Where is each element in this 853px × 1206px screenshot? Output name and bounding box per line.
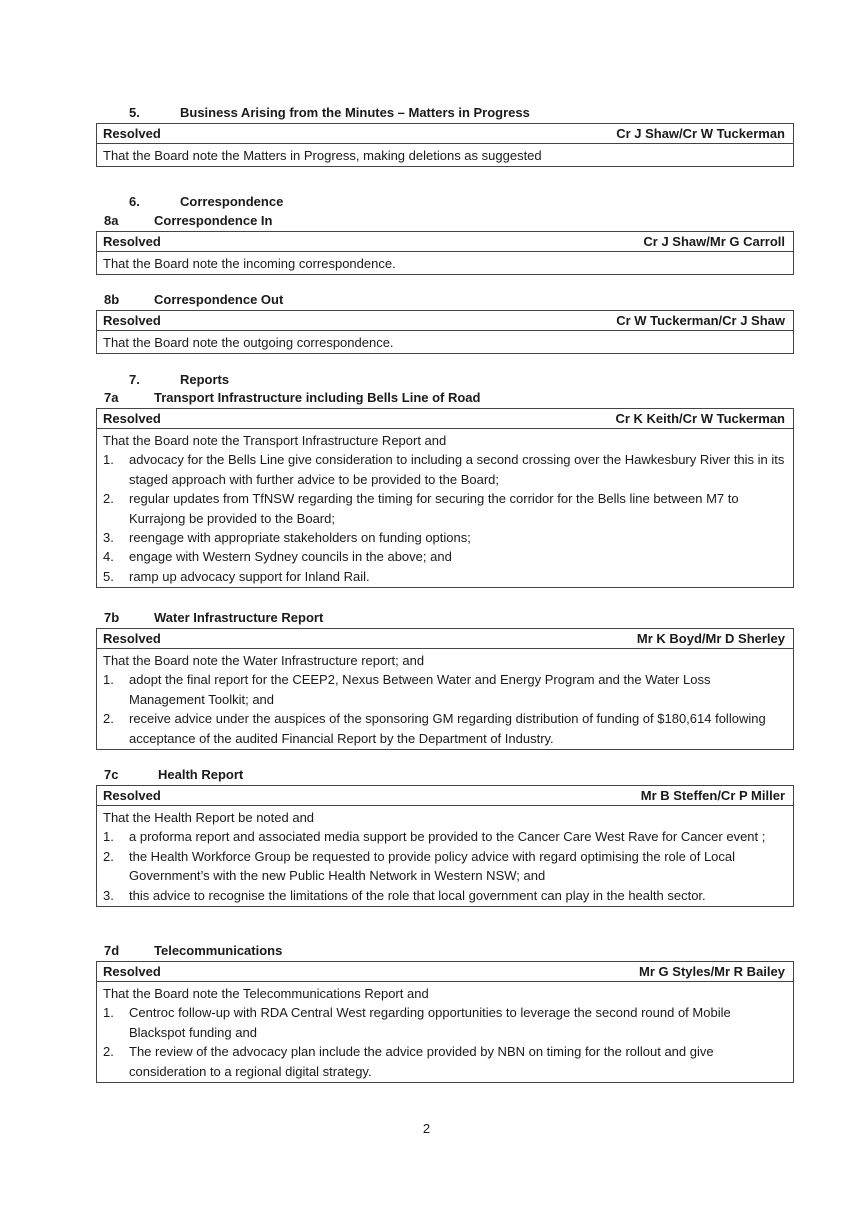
- movers: Cr J Shaw/Cr W Tuckerman: [616, 126, 785, 141]
- resolved-label: Resolved: [103, 631, 161, 646]
- section-title: Correspondence: [180, 194, 284, 209]
- resolution-intro: That the Board note the Water Infrastructure report; and: [103, 653, 425, 668]
- movers: Cr W Tuckerman/Cr J Shaw: [616, 313, 785, 328]
- item-text: reengage with appropriate stakeholders on funding options;: [129, 530, 471, 546]
- section-title: Transport Infrastructure including Bells Line of Road: [154, 390, 481, 405]
- item-text: regular updates from TfNSW regarding the timing for securing the corridor for the Bells line between M7 to Kurrajong be provided to the Board;: [129, 491, 739, 526]
- resolution-box-8a: [96, 231, 794, 275]
- page-number: 2: [422, 1121, 431, 1136]
- section-number: 7a: [104, 390, 119, 405]
- resolved-label: Resolved: [103, 313, 161, 328]
- list-item: [103, 450, 787, 489]
- resolution-text: That the Board note the incoming correspondence.: [103, 256, 396, 271]
- item-number: 1.: [103, 672, 114, 688]
- section-number: 7d: [104, 943, 120, 958]
- resolution-header: [97, 786, 793, 806]
- movers: Mr K Boyd/Mr D Sherley: [636, 631, 785, 646]
- list-item: [103, 528, 787, 547]
- resolution-text: That the Board note the outgoing correspondence.: [103, 335, 394, 350]
- section-title: Reports: [180, 372, 230, 387]
- section-number: 7b: [104, 610, 120, 625]
- section-title: Telecommunications: [154, 943, 283, 958]
- item-text: The review of the advocacy plan include the advice provided by NBN on timing for the rollout and give consideration to a regional digital strategy.: [129, 1044, 714, 1079]
- item-text: engage with Western Sydney councils in the above; and: [129, 549, 452, 565]
- list-item: [103, 489, 787, 528]
- section-5-heading: [129, 105, 530, 120]
- movers: Mr G Styles/Mr R Bailey: [639, 964, 785, 979]
- item-number: 1.: [103, 1005, 114, 1021]
- list-item: [103, 1042, 787, 1081]
- movers: Mr B Steffen/Cr P Miller: [640, 788, 785, 803]
- item-number: 2.: [103, 1044, 114, 1060]
- list-item: [103, 567, 787, 586]
- list-item: [103, 547, 787, 566]
- item-text: a proforma report and associated media support be provided to the Cancer Care West Rave for Cancer event ;: [129, 829, 766, 845]
- section-title: Water Infrastructure Report: [154, 610, 324, 625]
- section-7c-heading: [104, 767, 244, 782]
- resolution-body: [97, 144, 793, 166]
- section-number: 6.: [129, 194, 140, 209]
- item-number: 2.: [103, 711, 114, 727]
- resolution-box-7d: [96, 961, 794, 1083]
- section-7b-heading: [104, 610, 324, 625]
- item-text: the Health Workforce Group be requested to provide policy advice with regard optimising the role of Local Government’s with the new Public Health Network in Western NSW; and: [129, 848, 736, 884]
- item-number: 2.: [103, 491, 114, 507]
- section-8b-heading: [104, 292, 284, 307]
- resolution-box-7b: [96, 628, 794, 750]
- item-number: 5.: [103, 568, 114, 584]
- item-text: adopt the final report for the CEEP2, Nexus Between Water and Energy Program and the Water Loss Management Toolkit; and: [129, 672, 711, 707]
- item-number: 3.: [103, 887, 114, 903]
- item-text: Centroc follow-up with RDA Central West regarding opportunities to leverage the second round of Mobile Blackspot funding and: [129, 1005, 731, 1040]
- resolution-intro: That the Health Report be noted and: [103, 810, 315, 825]
- resolution-box-7c: [96, 785, 794, 907]
- movers: Cr K Keith/Cr W Tuckerman: [615, 411, 785, 426]
- resolution-header: [97, 232, 793, 252]
- resolution-box-5: [96, 123, 794, 167]
- item-text: receive advice under the auspices of the sponsoring GM regarding distribution of funding of $180,614 following acceptance of the audited Financial Report by the Department of Industry.: [129, 711, 766, 746]
- item-text: this advice to recognise the limitations of the role that local government can play in the health sector.: [129, 887, 706, 903]
- section-title: Business Arising from the Minutes – Matters in Progress: [180, 105, 530, 120]
- list-item: [103, 886, 787, 905]
- section-title: Correspondence Out: [154, 292, 284, 307]
- resolution-header: [97, 124, 793, 144]
- section-number: 5.: [129, 105, 140, 120]
- resolved-label: Resolved: [103, 964, 161, 979]
- item-text: advocacy for the Bells Line give consideration to including a second crossing over the Hawkesbury River this in its staged approach with further advice to be provided to the Board;: [129, 452, 785, 487]
- item-text: ramp up advocacy support for Inland Rail.: [129, 568, 370, 584]
- resolution-intro: That the Board note the Transport Infrastructure Report and: [103, 433, 447, 448]
- resolution-header: [97, 311, 793, 331]
- section-number: 7c: [104, 767, 119, 782]
- resolved-label: Resolved: [103, 126, 161, 141]
- section-6-heading: [129, 194, 284, 209]
- section-number: 8a: [104, 213, 119, 228]
- resolution-header: [97, 629, 793, 649]
- movers: Cr J Shaw/Mr G Carroll: [643, 234, 785, 249]
- resolution-body: [97, 806, 793, 906]
- list-item: [103, 709, 787, 748]
- resolution-body: [97, 252, 793, 274]
- list-item: [103, 847, 787, 886]
- section-7-heading: [129, 372, 230, 387]
- section-7a-heading: [104, 390, 481, 405]
- resolution-header: [97, 409, 793, 429]
- resolved-label: Resolved: [103, 234, 161, 249]
- list-item: [103, 670, 787, 709]
- resolved-label: Resolved: [103, 788, 161, 803]
- list-item: [103, 827, 787, 846]
- resolution-intro: That the Board note the Telecommunications Report and: [103, 986, 429, 1001]
- section-number: 8b: [104, 292, 120, 307]
- resolution-body: [97, 331, 793, 353]
- section-7d-heading: [104, 943, 283, 958]
- resolution-box-7a: [96, 408, 794, 588]
- resolution-body: [97, 649, 793, 749]
- resolved-label: Resolved: [103, 411, 161, 426]
- item-number: 3.: [103, 530, 114, 546]
- item-number: 2.: [103, 848, 114, 864]
- section-title: Health Report: [158, 767, 244, 782]
- item-number: 1.: [103, 829, 114, 845]
- resolution-body: [97, 982, 793, 1082]
- section-number: 7.: [129, 372, 140, 387]
- section-title: Correspondence In: [154, 213, 273, 228]
- item-number: 1.: [103, 452, 114, 468]
- resolution-text: That the Board note the Matters in Progress, making deletions as suggested: [103, 148, 542, 163]
- resolution-body: [97, 429, 793, 587]
- section-8a-heading: [104, 213, 273, 228]
- item-number: 4.: [103, 549, 114, 565]
- resolution-box-8b: [96, 310, 794, 354]
- resolution-header: [97, 962, 793, 982]
- list-item: [103, 1003, 787, 1042]
